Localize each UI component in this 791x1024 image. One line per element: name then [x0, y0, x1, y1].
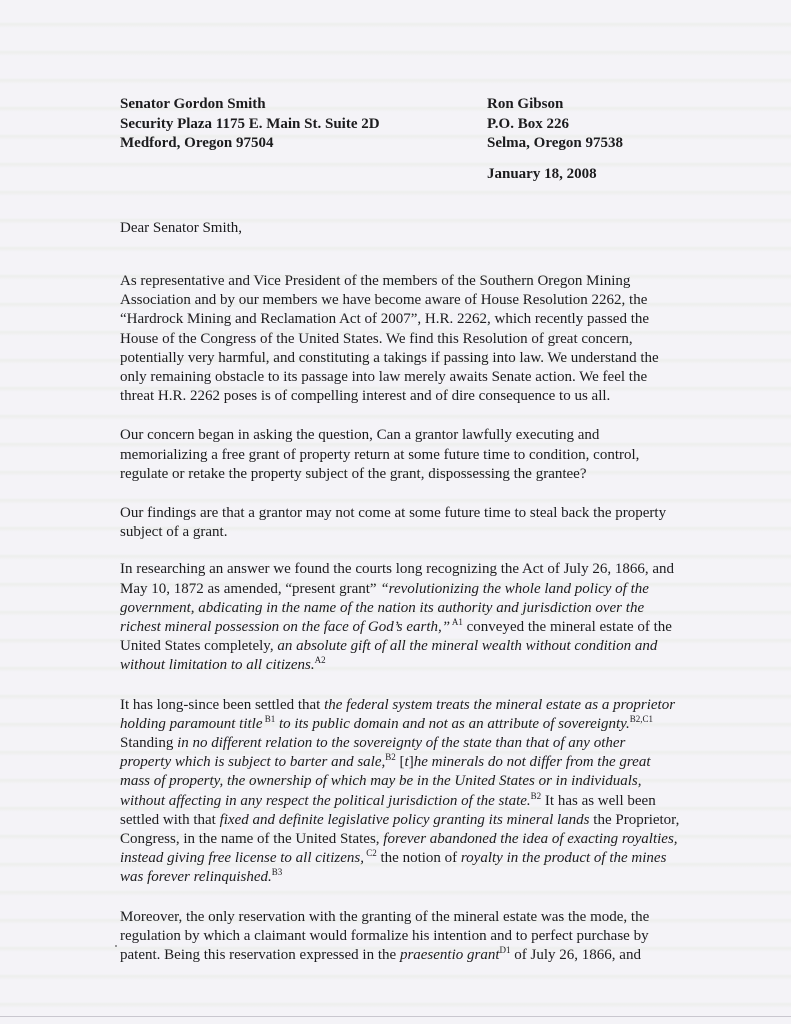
scan-speck	[115, 945, 117, 947]
letter-body	[120, 272, 680, 985]
footnote-ref: B2	[385, 752, 396, 763]
text-run: In researching an answer we found the courts long recognizing the Act of July 26, 1866, and May 10, 1872 as amended, “present grant”	[120, 561, 675, 597]
text-run: It has long-since been settled that	[120, 696, 325, 713]
paragraph-3: Our findings are that a grantor may not come at some future time to steal back the property subject of a grant.	[120, 505, 667, 541]
footnote-ref: B2,C1	[629, 713, 653, 724]
footnote-ref: B1	[262, 713, 276, 724]
sender-city: Medford, Oregon 97504	[120, 135, 274, 151]
quote-run: t	[404, 754, 409, 771]
footnote-ref: A1	[450, 617, 463, 628]
paragraph-2: Our concern began in asking the question, Can a grantor lawfully executing and memorializing a free grant of property return at some future time to condition, control, regulate or retake the property subject of the grant, dispossessing the grantee?	[120, 427, 640, 482]
footnote-ref: B3	[271, 867, 283, 878]
salutation: Dear Senator Smith,	[120, 220, 243, 236]
recipient-box: P.O. Box 226	[487, 115, 569, 132]
sender-name: Senator Gordon Smith	[120, 96, 266, 112]
text-run: [	[395, 754, 405, 771]
quote-run: “revolutionizing the whole land policy of the government, abdicating in the name of the nation its authority and jurisdiction over the richest mineral possession on the face of God’s earth,”	[120, 580, 649, 636]
sender-street: Security Plaza 1175 E. Main St. Suite 2D	[120, 115, 380, 132]
quote-run: forever abandoned the idea of exacting royalties, instead giving free license to all citizens,	[120, 831, 678, 867]
scan-edge	[0, 1016, 791, 1017]
footnote-ref: D1	[499, 945, 511, 956]
paragraph-4	[120, 560, 680, 675]
paragraph-5	[120, 696, 680, 888]
text-run: ]	[408, 754, 414, 771]
quote-run: to its public domain and not as an attribute of sovereignty.	[275, 715, 630, 732]
quote-run: the federal system treats the mineral estate as a proprietor holding paramount title	[120, 696, 676, 732]
text-run: the notion of	[376, 850, 461, 867]
footnote-ref: A2	[314, 655, 326, 666]
quote-run: fixed and definite legislative policy granting its mineral lands	[219, 811, 590, 828]
text-run: It has as well been settled with that	[120, 792, 656, 828]
quote-run: royalty in the product of the mines was forever relinquished.	[120, 850, 667, 886]
recipient-name: Ron Gibson	[487, 96, 564, 112]
quote-run: an absolute gift of all the mineral wealth without condition and without limitation to all citizens.	[120, 638, 658, 674]
text-run: Moreover, the only reservation with the granting of the mineral estate was the mode, the regulation by which a claimant would formalize his intention and to perfect purchase by patent. Being this reservation expressed in the	[120, 908, 650, 964]
text-run: conveyed the mineral estate of the United States completely,	[120, 619, 672, 655]
text-run: the Proprietor, Congress, in the name of the United States,	[120, 811, 680, 848]
quote-run: praesentio grant	[399, 947, 500, 964]
quote-run: in no different relation to the sovereignty of the state than that of any other property which is subject to barter and sale,	[120, 735, 626, 771]
paragraph-6	[120, 908, 680, 966]
sender-address	[120, 95, 380, 154]
paragraph-1: As representative and Vice President of the members of the Southern Oregon Mining Association and by our members we have become aware of House Resolution 2262, the “Hardrock Mining and Reclamation Act of 2007”, H.R. 2262, which recently passed the House of the Congress of the United States. We find this Resolution of great concern, potentially very harmful, and constituting a takings if passing into law. We understand the only remaining obstacle to its passage into law merely awaits Senate action. We feel the threat H.R. 2262 poses is of compelling interest and of dire consequence to us all.	[120, 273, 659, 405]
recipient-city: Selma, Oregon 97538	[487, 135, 623, 151]
recipient-address	[487, 95, 623, 154]
footnote-ref: C2	[363, 848, 377, 859]
quote-run: he minerals do not differ from the great mass of property, the ownership of which may be in the United States or in individuals, without affecting in any respect the political jurisdiction of the state.	[120, 754, 651, 809]
text-run: Standing	[120, 735, 178, 752]
letter-date: January 18, 2008	[487, 166, 597, 182]
footnote-ref: B2	[530, 790, 542, 801]
text-run: of July 26, 1866, and	[510, 947, 641, 964]
